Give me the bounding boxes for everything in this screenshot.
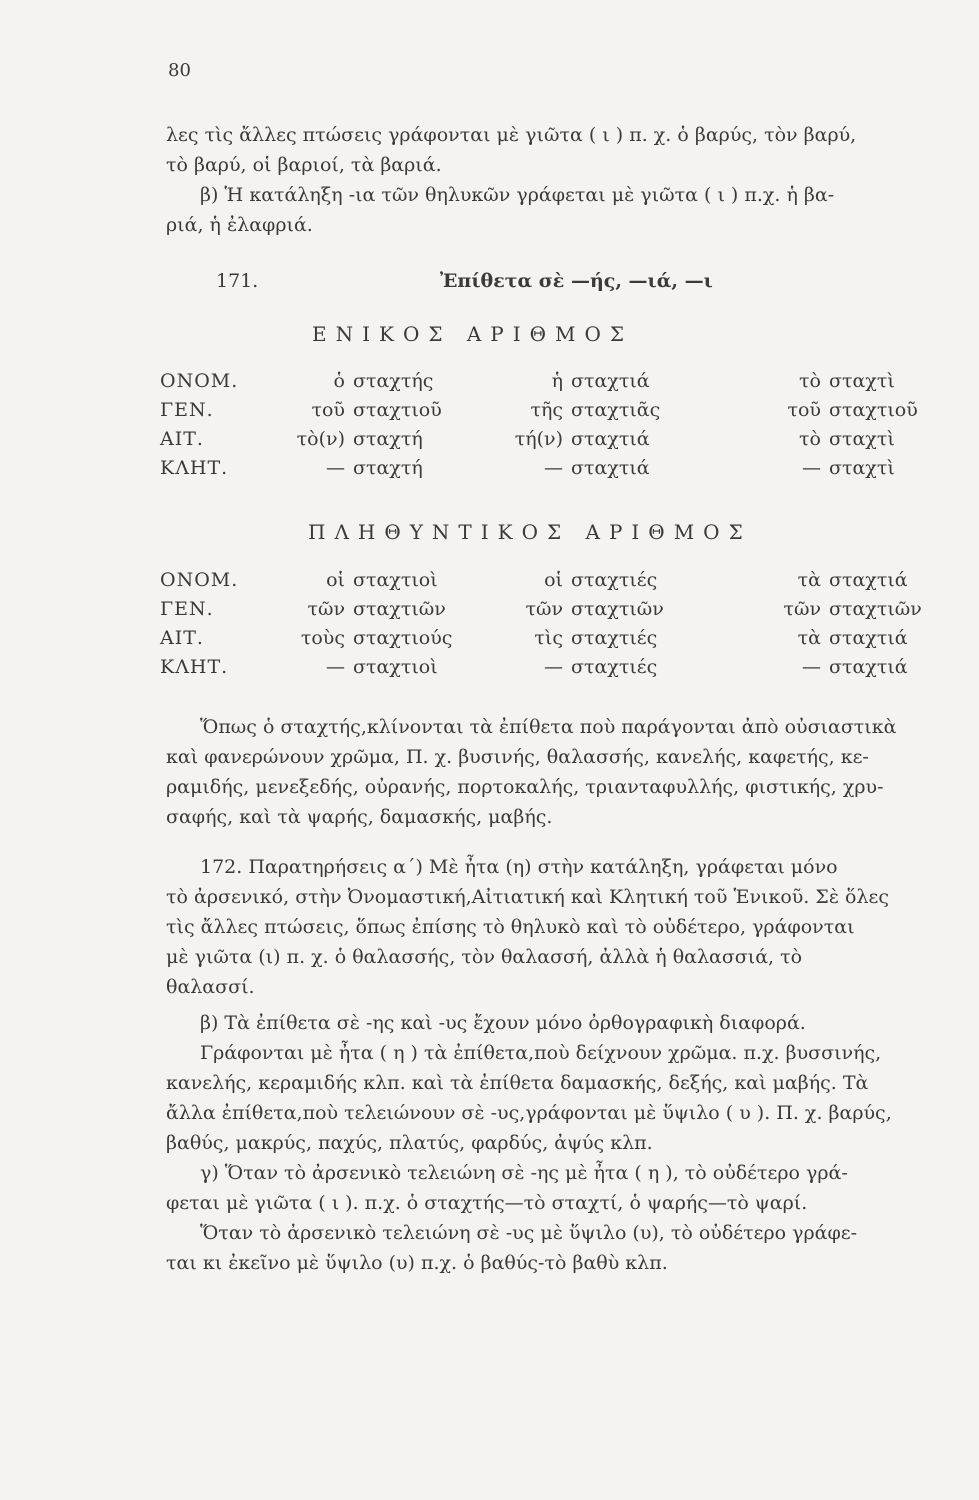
form: σταχτὶ <box>829 369 895 392</box>
case-label: ΟΝΟΜ. <box>160 369 239 392</box>
article: τὰ <box>797 626 821 649</box>
form: σταχτιές <box>571 568 658 591</box>
note-line: σαφής, καὶ τὰ ψαρής, δαμασκής, μαβής. <box>166 806 553 828</box>
article: τῆς <box>530 398 563 421</box>
article: — <box>326 655 345 678</box>
form: σταχτιά <box>571 427 650 450</box>
section-172-line: Ὅταν τὸ ἀρσενικὸ τελειώνη σὲ -υς μὲ ὕψιλο (υ), τὸ οὐδέτερο γράφε- <box>200 1222 858 1244</box>
table-row <box>160 395 949 424</box>
form: σταχτιοὶ <box>353 568 438 591</box>
case-label: ΓΕΝ. <box>160 398 214 421</box>
singular-table <box>160 366 949 482</box>
section-172-line: θαλασσί. <box>166 976 255 998</box>
form: σταχτιά <box>829 568 908 591</box>
note-line: Ὅπως ὁ σταχτής,κλίνονται τὰ ἐπίθετα ποὺ παράγονται ἀπὸ οὐσιαστικὰ <box>200 716 897 738</box>
section-172-line: β) Τὰ ἐπίθετα σὲ -ης καὶ -υς ἔχουν μόνο ὀρθογραφικὴ διαφορά. <box>200 1012 806 1034</box>
form: σταχτιά <box>829 655 908 678</box>
form: σταχτιῶν <box>829 597 922 620</box>
note-line: ραμιδής, μενεξεδής, οὐρανής, πορτοκαλής, τριανταφυλλής, φιστικής, χρυ- <box>166 776 884 798</box>
case-label: ΑΙΤ. <box>160 626 204 649</box>
article: τὸ <box>799 427 821 450</box>
article: — <box>544 655 563 678</box>
page-number: 80 <box>168 60 191 81</box>
case-label: ΟΝΟΜ. <box>160 568 239 591</box>
plural-heading: ΠΛΗΘΥΝΤΙΚΟΣ ΑΡΙΘΜΟΣ <box>308 520 752 544</box>
intro-paragraph <box>166 120 954 240</box>
intro-line: ριά, ἡ ἐλαφριά. <box>166 214 313 236</box>
form: σταχτιά <box>571 369 650 392</box>
intro-line: λες τὶς ἄλλες πτώσεις γράφονται μὲ γιῶτα ( ι ) π. χ. ὁ βαρύς, τὸν βαρύ, <box>166 124 857 146</box>
form: σταχτιές <box>571 626 658 649</box>
section-number: 171. <box>216 270 259 292</box>
article: τὸ(ν) <box>296 427 345 450</box>
article: — <box>802 456 821 479</box>
table-row <box>160 623 949 652</box>
form: σταχτιοὶ <box>353 655 438 678</box>
article: ἡ <box>551 369 563 392</box>
form: σταχτιά <box>571 456 650 479</box>
form: σταχτιά <box>829 626 908 649</box>
case-label: ΑΙΤ. <box>160 427 204 450</box>
form: σταχτή <box>353 456 423 479</box>
form: σταχτιᾶς <box>571 398 661 421</box>
article: οἱ <box>326 568 345 591</box>
article: τῶν <box>525 597 563 620</box>
section-172-paragraph <box>166 852 954 1278</box>
form: σταχτὶ <box>829 427 895 450</box>
form: σταχτιῶν <box>571 597 664 620</box>
singular-heading: ΕΝΙΚΟΣ ΑΡΙΘΜΟΣ <box>312 322 634 346</box>
case-label: ΚΛΗΤ. <box>160 456 229 479</box>
section-172-line: τὶς ἄλλες πτώσεις, ὅπως ἐπίσης τὸ θηλυκὸ καὶ τὸ οὐδέτερο, γράφονται <box>166 916 855 938</box>
case-label: ΓΕΝ. <box>160 597 214 620</box>
table-row <box>160 453 949 482</box>
form: σταχτή <box>353 427 423 450</box>
form: σταχτιές <box>571 655 658 678</box>
section-title: Ἐπίθετα σὲ —ής, —ιά, —ι <box>440 270 713 292</box>
section-172-line: Γράφονται μὲ ἦτα ( η ) τὰ ἐπίθετα,ποὺ δείχνουν χρῶμα. π.χ. βυσσινής, <box>200 1042 882 1064</box>
article: ὁ <box>333 369 345 392</box>
note-line: καὶ φανερώνουν χρῶμα, Π. χ. βυσινής, θαλασσής, κανελής, καφετής, κε- <box>166 746 869 768</box>
article: τὶς <box>534 626 563 649</box>
article: τῶν <box>307 597 345 620</box>
intro-line: τὸ βαρύ, οἱ βαριοί, τὰ βαριά. <box>166 154 442 176</box>
plural-table <box>160 565 949 681</box>
article: τή(ν) <box>514 427 563 450</box>
section-172-line: φεται μὲ γιῶτα ( ι ). π.χ. ὁ σταχτής—τὸ σταχτί, ὁ ψαρής—τὸ ψαρί. <box>166 1192 808 1214</box>
article: τὰ <box>797 568 821 591</box>
section-172-line: βαθύς, μακρύς, παχύς, πλατύς, φαρδύς, ἀψύς κλπ. <box>166 1132 653 1154</box>
table-row <box>160 565 949 594</box>
section-172-line: τὸ ἀρσενικό, στὴν Ὀνομαστική,Αἰτιατική καὶ Κλητική τοῦ Ἑνικοῦ. Σὲ ὅλες <box>166 886 890 908</box>
article: τοὺς <box>300 626 345 649</box>
table-row <box>160 366 949 395</box>
article: οἱ <box>544 568 563 591</box>
article: — <box>802 655 821 678</box>
section-172-line: ἄλλα ἐπίθετα,ποὺ τελειώνουν σὲ -υς,γράφονται μὲ ὕψιλο ( υ ). Π. χ. βαρύς, <box>166 1102 892 1124</box>
section-172-line: μὲ γιῶτα (ι) π. χ. ὁ θαλασσής, τὸν θαλασσή, ἀλλὰ ἡ θαλασσιά, τὸ <box>166 946 803 968</box>
article: — <box>544 456 563 479</box>
form: σταχτιούς <box>353 626 453 649</box>
form: σταχτιοῦ <box>829 398 918 421</box>
note-paragraph <box>166 712 954 832</box>
article: — <box>326 456 345 479</box>
table-row <box>160 424 949 453</box>
section-172-line: ται κι ἐκεῖνο μὲ ὕψιλο (υ) π.χ. ὁ βαθύς-τὸ βαθὺ κλπ. <box>166 1252 668 1274</box>
case-label: ΚΛΗΤ. <box>160 655 229 678</box>
section-172-line: 172. Παρατηρήσεις α΄) Μὲ ἦτα (η) στὴν κατάληξη, γράφεται μόνο <box>200 856 838 878</box>
section-172-line: γ) Ὅταν τὸ ἀρσενικὸ τελειώνη σὲ -ης μὲ ἦτα ( η ), τὸ οὐδέτερο γρά- <box>200 1162 848 1184</box>
article: τοῦ <box>787 398 821 421</box>
article: τῶν <box>783 597 821 620</box>
section-172-line: κανελής, κεραμιδής κλπ. καὶ τὰ ἐπίθετα δαμασκής, δεξής, καὶ μαβής. Τὰ <box>166 1072 869 1094</box>
article: τοῦ <box>311 398 345 421</box>
form: σταχτιῶν <box>353 597 446 620</box>
form: σταχτὶ <box>829 456 895 479</box>
form: σταχτιοῦ <box>353 398 442 421</box>
table-row <box>160 594 949 623</box>
table-row <box>160 652 949 681</box>
article: τὸ <box>799 369 821 392</box>
intro-line: β) Ἡ κατάληξη -ια τῶν θηλυκῶν γράφεται μὲ γιῶτα ( ι ) π.χ. ἡ βα- <box>200 184 835 206</box>
form: σταχτής <box>353 369 434 392</box>
